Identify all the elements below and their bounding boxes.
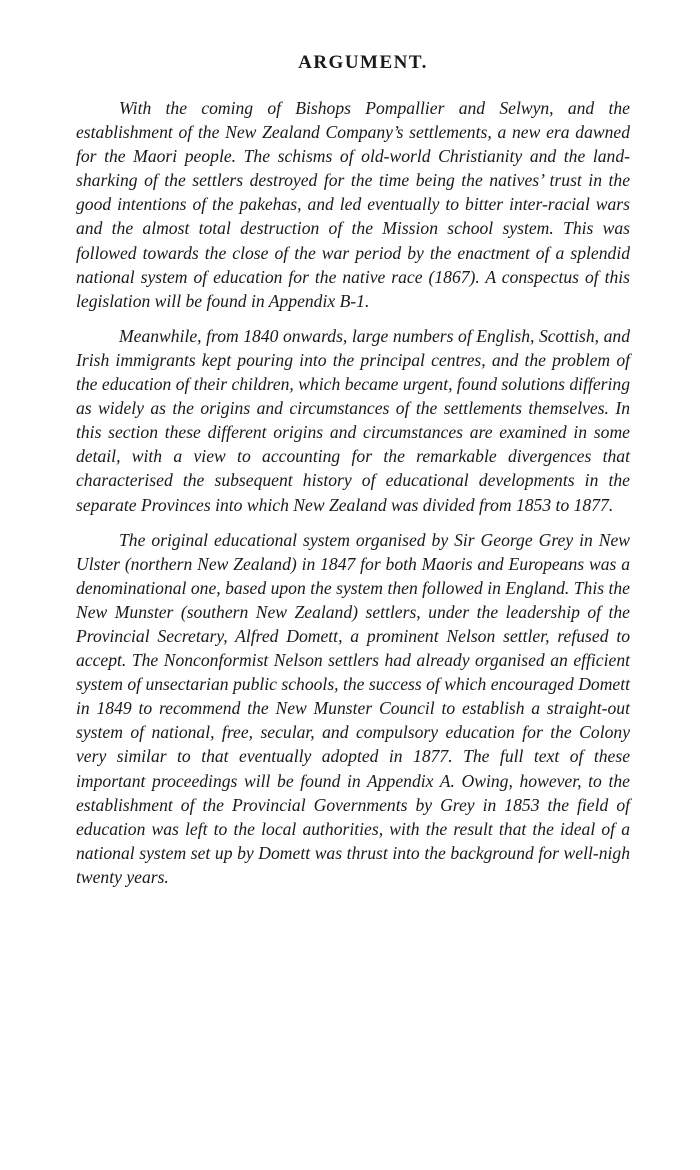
paragraph-3: The original educational system organised by Sir George Grey in New Ulster (northern New Zealand) in 1847 for both Maoris and Europeans was a denominational one, based upon the system then followed in England. This the New Munster (southern New Zealand) settlers, under the leadership of the Provincial Secretary, Alfred Domett, a prominent Nelson settler, refused to accept. The Nonconformist Nelson settlers had already organised an efficient system of unsectarian public schools, the success of which encouraged Domett in 1849 to recommend the New Munster Council to establish a straight-out system of national, free, secular, and compulsory education for the Colony very similar to that eventually adopted in 1877. The full text of these important proceedings will be found in Appendix A. Owing, however, to the establishment of the Provincial Governments by Grey in 1853 the field of education was left to the local authorities, with the result that the ideal of a national system set up by Domett was thrust into the background for well-nigh twenty years.	[76, 529, 630, 887]
paragraph-2: Meanwhile, from 1840 onwards, large numbers of English, Scottish, and Irish immigrants kept pouring into the principal centres, and the problem of the education of their children, which became urgent, found solutions differing as widely as the origins and circumstances of the settlements themselves. In this section these different origins and circumstances are examined in some detail, with a view to accounting for the remarkable divergences that characterised the subsequent history of educational developments in the separate Provinces into which New Zealand was divided from 1853 to 1877.	[76, 325, 630, 515]
section-heading: ARGUMENT.	[298, 52, 428, 73]
paragraph-1: With the coming of Bishops Pompallier and Selwyn, and the establishment of the New Zealand Company’s settlements, a new era dawned for the Maori people. The schisms of old-world Christianity and the land-sharking of the settlers destroyed for the time being the natives’ trust in the good intentions of the pakehas, and led eventually to bitter inter-racial wars and the almost total destruction of the Mission school system. This was followed towards the close of the war period by the enactment of a splendid national system of education for the native race (1867). A conspectus of this legislation will be found in Appendix B-1.	[76, 98, 630, 311]
document-page	[76, 52, 630, 900]
